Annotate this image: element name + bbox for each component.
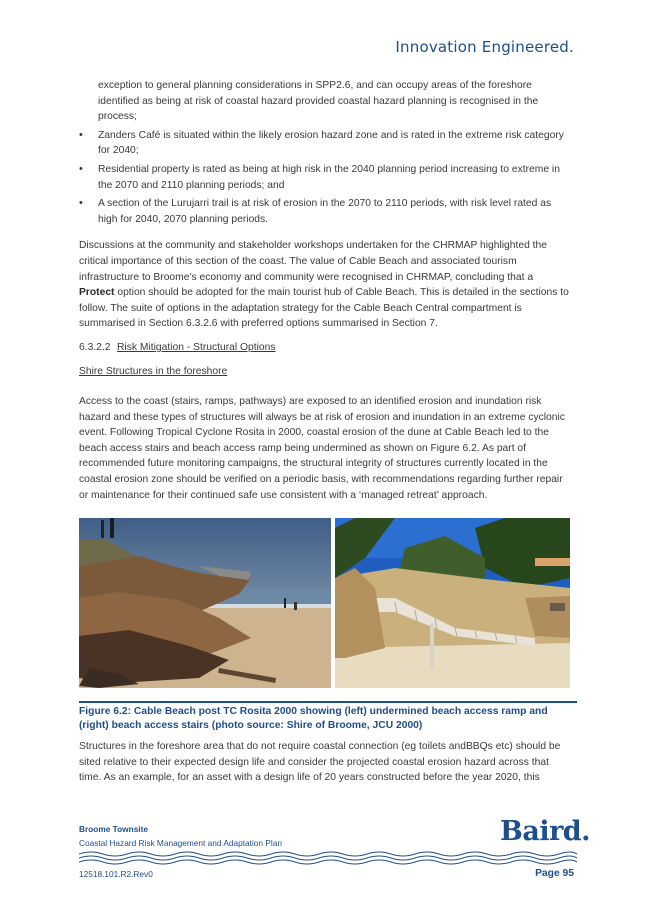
paragraph-discussions: [79, 238, 569, 332]
subheading: Shire Structures in the foreshore: [79, 365, 228, 377]
section-number: 6.3.2.2: [79, 341, 111, 353]
figure-caption-rule: [79, 701, 577, 703]
paragraph-discussions-end: option should be adopted for the main tourist hub of Cable Beach. This is detailed in the sections to follow. The suite of options in the adaptation strategy for the Cable Beach Central compartment is summarised in Section 6.3.2.6 with preferred options summarised in Section 7.: [79, 287, 569, 330]
figure-caption: Figure 6.2: Cable Beach post TC Rosita 2000 showing (left) undermined beach access ramp and (right) beach access stairs (photo source: Shire of Broome, JCU 2000): [79, 706, 548, 731]
section-title: Risk Mitigation - Structural Options: [117, 341, 276, 353]
footer-page-number: Page 95: [535, 868, 574, 879]
section-heading: [79, 340, 569, 356]
main-content: [79, 78, 569, 511]
figure-photos: [79, 518, 570, 688]
footer-document-subtitle: Coastal Hazard Risk Management and Adaptation Plan: [79, 838, 282, 848]
photo-beach-stairs: [335, 518, 570, 688]
photo-undermined-ramp: [79, 518, 331, 688]
paragraph-discussions-start: Discussions at the community and stakeholder workshops undertaken for the CHRMAP highlighted the critical importance of this section of the coast. The value of Cable Beach and associated tourism infrastructure to Broome’s economy and community were recognised in CHRMAP, concluding that a: [79, 240, 547, 283]
footer-report-number: 12518.101.R2.Rev0: [79, 869, 153, 879]
bullet-item-zanders-cafe: • Zanders Café is situated within the likely erosion hazard zone and is rated in the extreme risk category for 2040;: [79, 128, 569, 159]
baird-logo: Baird.: [500, 816, 591, 847]
paragraph-access: Access to the coast (stairs, ramps, pathways) are exposed to an identified erosion and inundation risk hazard and these types of structures will always be at risk of erosion and inundation in an extreme cyclonic event. Following Tropical Cyclone Rosita in 2000, coastal erosion of the dune at Cable Beach led to the beach access stairs and beach access ramp being undermined as shown on Figure 6.2. As part of recommended future monitoring campaigns, the structural integrity of structures currently located in the coastal erosion zone should be verified on a periodic basis, with recommendations regarding further repair or maintenance for their continued safe use consistent with a ‘managed retreat’ approach.: [79, 396, 565, 501]
bullet-item-residential: • Residential property is rated as being at high risk in the 2040 planning period increasing to extreme in the 2070 and 2110 planning periods; and: [79, 162, 569, 193]
footer-document-title: Broome Townsite: [79, 824, 148, 834]
brand-tagline: Innovation Engineered.: [395, 38, 574, 56]
bullet-item-lurujarri-trail: • A section of the Lurujarri trail is at risk of erosion in the 2070 to 2110 periods, with risk level rated as high for 2040, 2070 planning periods.: [79, 196, 569, 227]
footer-wave-decoration: [79, 850, 577, 866]
bullet-list: [79, 128, 569, 228]
bullet-continuation: exception to general planning considerations in SPP2.6, and can occupy areas of the foreshore identified as being at risk of coastal hazard provided coastal hazard planning is recognised in the process;: [98, 80, 539, 123]
protect-emphasis: Protect: [79, 287, 115, 299]
paragraph-foreshore-structures: Structures in the foreshore area that do not require coastal connection (eg toilets andBBQs etc) should be sited relative to their expected design life and consider the projected coastal erosion hazard across that time. As an example, for an asset with a design life of 20 years constructed before the year 2020, this: [79, 741, 561, 784]
